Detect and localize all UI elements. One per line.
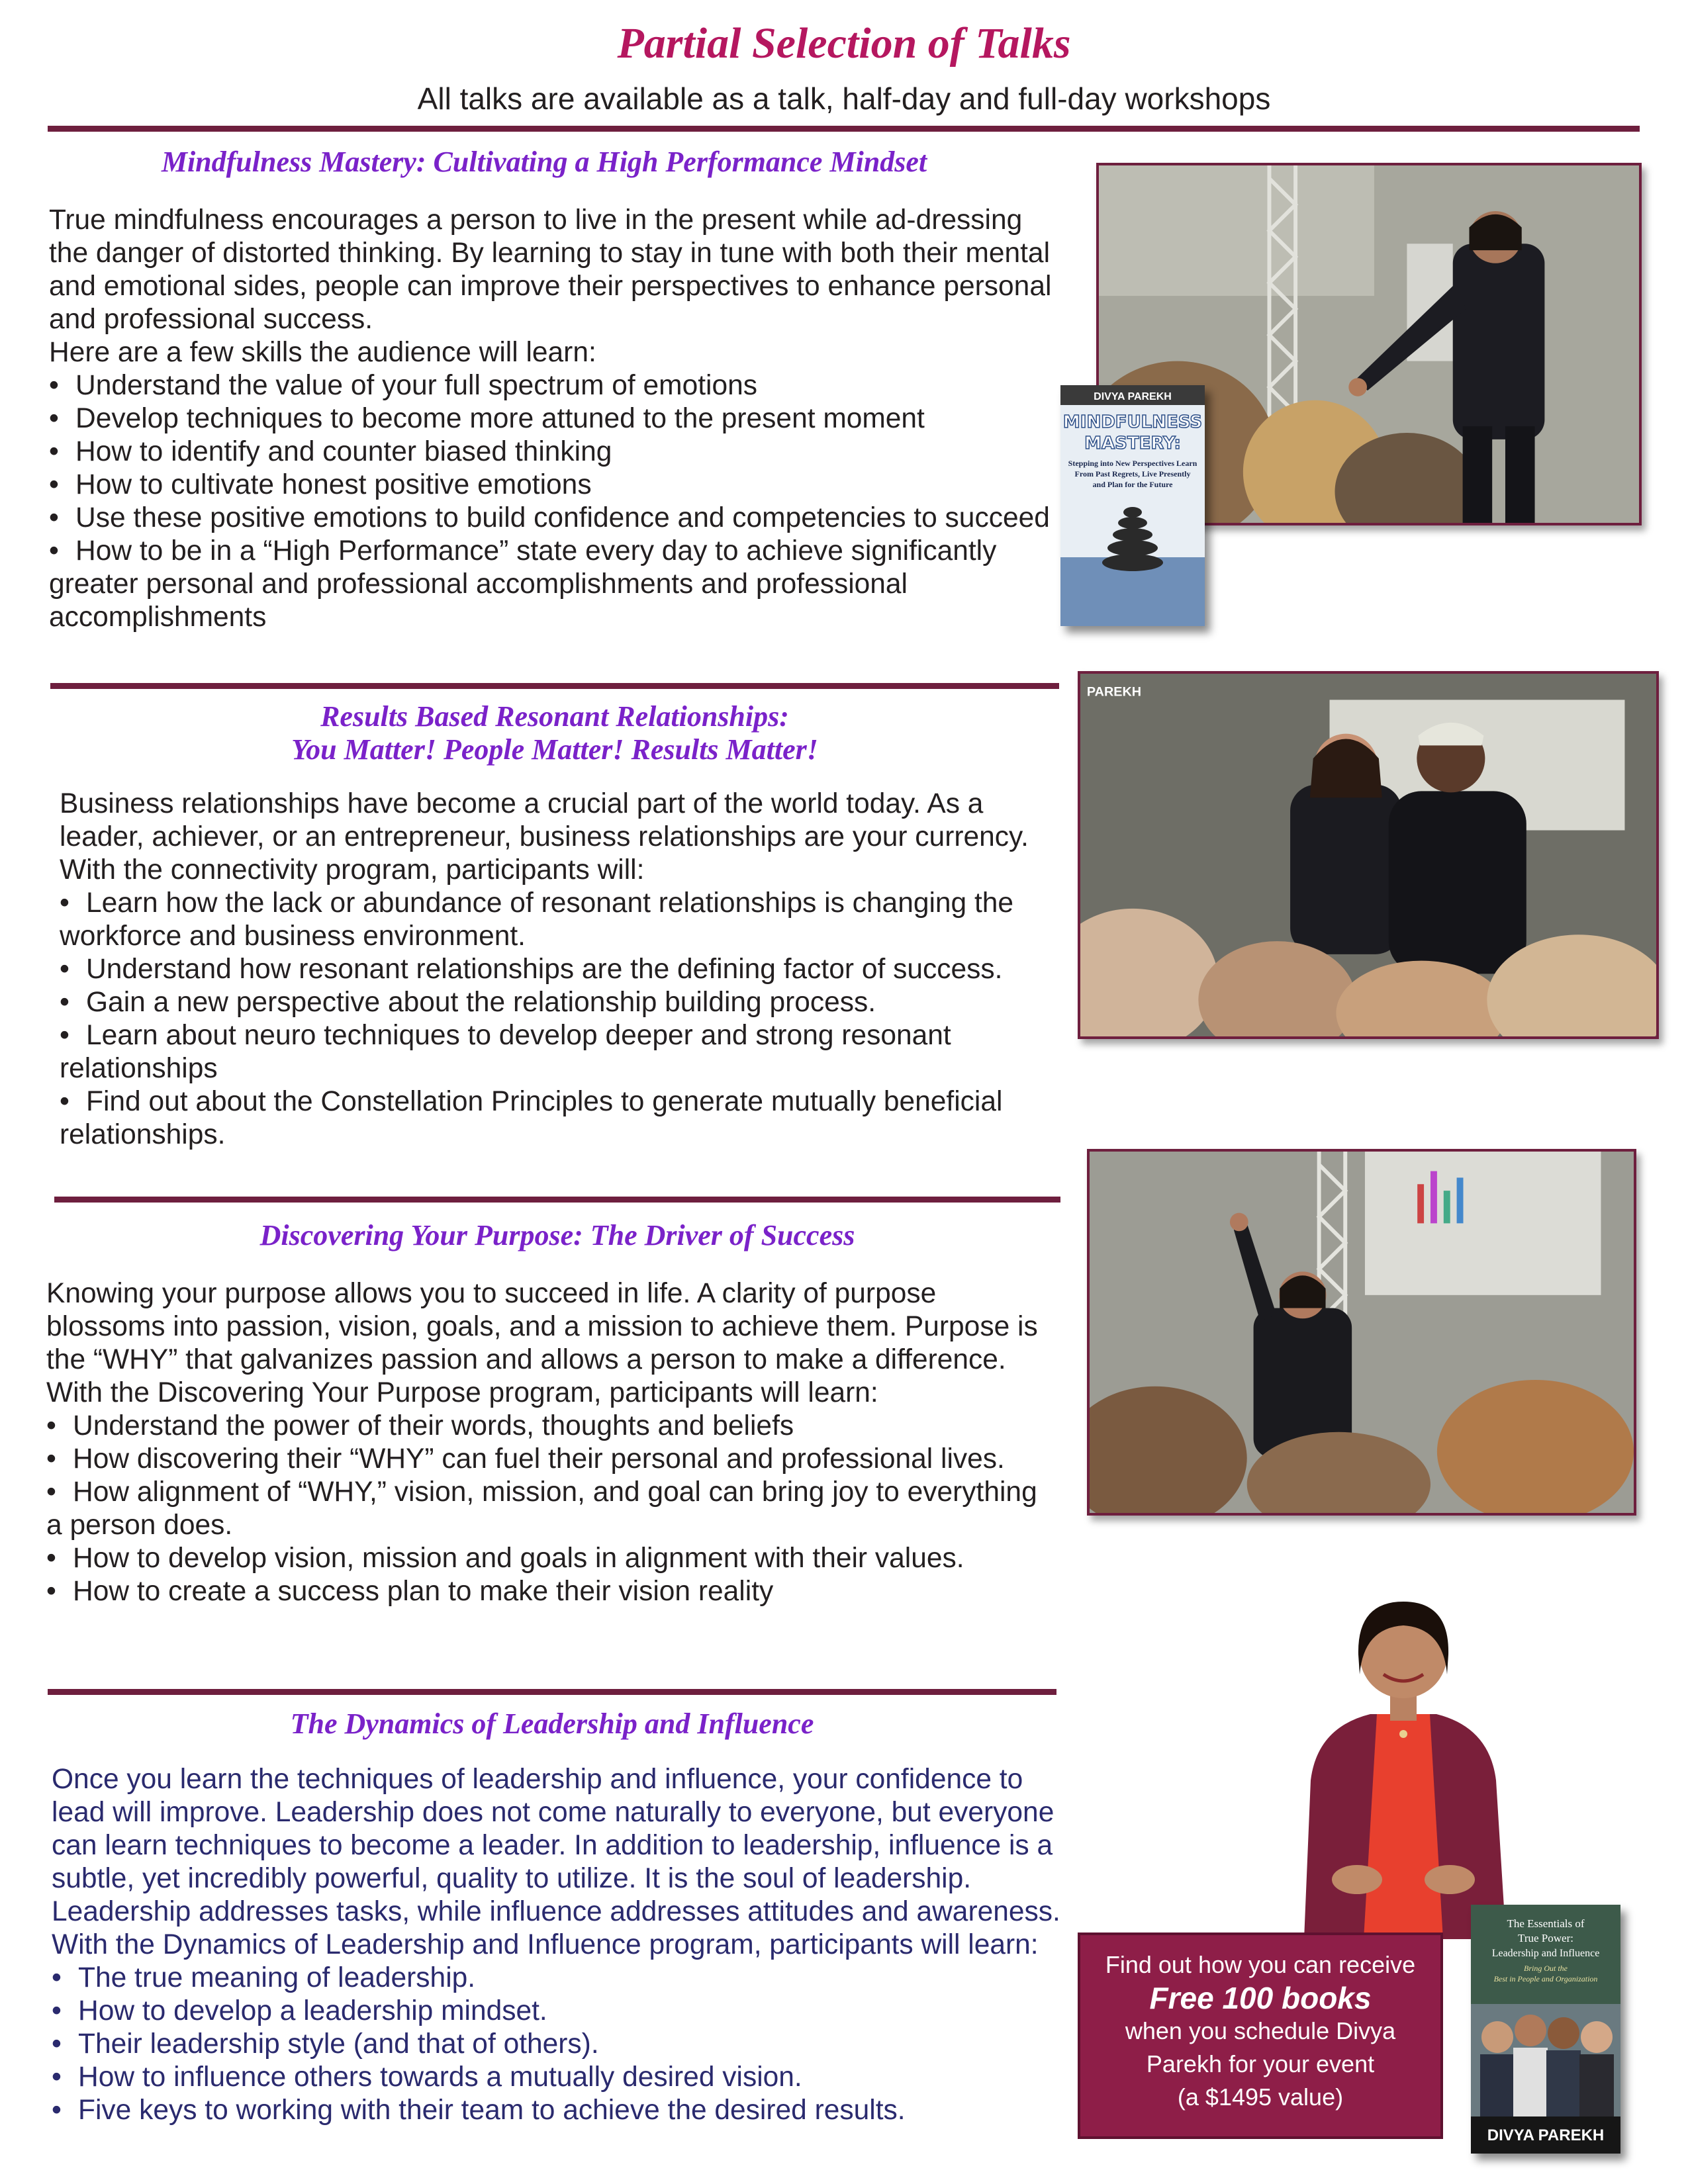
section-divider-2 xyxy=(54,1197,1060,1203)
bullet-item: • Gain a new perspective about the relationship building process. xyxy=(60,987,876,1018)
book-title-line1: MINDFULNESS xyxy=(1062,412,1203,432)
page-title: Partial Selection of Talks xyxy=(617,19,1071,68)
talk-title-mindfulness: Mindfulness Mastery: Cultivating a High Performance Mindset xyxy=(161,146,927,178)
header-divider xyxy=(48,126,1640,132)
talk-intro: Once you learn the techniques of leadership and influence, your confidence to lead will improve. Leadership does not come naturally to everyone, but everyone can learn techniques to become a leader. In addition to leadership, influence is a subtle, yet incredibly powerful, quality to utilize. It is the soul of leadership. Leadership addresses tasks, while influence addresses attitudes and awareness. xyxy=(52,1764,1060,1927)
bullet-item: • Understand how resonant relationships are the defining factor of success. xyxy=(60,954,1003,985)
photo-watermark: PAREKH xyxy=(1086,684,1142,700)
bullet-item: • How to identify and counter biased thinking xyxy=(49,436,612,467)
bullet-item: • Learn how the lack or abundance of resonant relationships is changing the workforce and business environment. xyxy=(60,887,1014,952)
bullet-item: • How to influence others towards a mutually desired vision. xyxy=(52,2062,802,2093)
speaker-portrait xyxy=(1278,1582,1529,1939)
offer-line5: (a $1495 value) xyxy=(1177,2083,1344,2111)
bullet-item: • How discovering their “WHY” can fuel their personal and professional lives. xyxy=(46,1443,1005,1475)
talk-body-mindfulness xyxy=(49,204,1055,634)
bullet-item: • The true meaning of leadership. xyxy=(52,1962,476,1993)
talk-lead: With the Dynamics of Leadership and Influence program, participants will learn: xyxy=(52,1929,1039,1960)
book-subtitle-line3: and Plan for the Future xyxy=(1092,480,1173,489)
talk-body-relationships xyxy=(60,788,1066,1152)
talk-bullets xyxy=(60,887,1066,1152)
book-title-line3: Leadership and Influence xyxy=(1491,1948,1600,1959)
bullet-item: • Understand the power of their words, thoughts and beliefs xyxy=(46,1410,794,1441)
talk-lead: With the connectivity program, participants will: xyxy=(60,854,645,886)
section-divider-1 xyxy=(50,683,1059,689)
talk-title-relationships xyxy=(50,700,1059,766)
offer-line1: Find out how you can receive xyxy=(1105,1951,1416,1978)
bullet-item: • How to develop a leadership mindset. xyxy=(52,1995,547,2026)
book-cover-leadership xyxy=(1471,1905,1620,2154)
bullet-item: • Understand the value of your full spectrum of emotions xyxy=(49,370,757,401)
talk-lead: Here are a few skills the audience will learn: xyxy=(49,337,596,368)
bullet-item: • Their leadership style (and that of others). xyxy=(52,2028,599,2060)
book-title-line2: MASTERY: xyxy=(1084,433,1181,453)
offer-headline: Free 100 books xyxy=(1149,1981,1372,2015)
talk-bullets xyxy=(46,1410,1059,1608)
offer-line3: when you schedule Divya xyxy=(1125,2017,1396,2044)
book-author: DIVYA PAREKH xyxy=(1094,391,1172,402)
talk-bullets xyxy=(52,1962,1064,2127)
book-subtitle-line1: Bring Out the xyxy=(1524,1964,1568,1973)
talk-title-line2: You Matter! People Matter! Results Matter! xyxy=(291,733,818,766)
bullet-item: • How to create a success plan to make their vision reality xyxy=(46,1576,774,1607)
bullet-item: • Five keys to working with their team to achieve the desired results. xyxy=(52,2095,906,2126)
bullet-item: • Learn about neuro techniques to develop deeper and strong resonant relationships xyxy=(60,1020,951,1084)
bullet-item: • Use these positive emotions to build confidence and competencies to succeed xyxy=(49,502,1050,533)
talk-intro: True mindfulness encourages a person to live in the present while ad-dressing the danger of distorted thinking. By learning to stay in tune with both their mental and emotional sides, people can improve their perspectives to enhance personal and professional success. xyxy=(49,205,1052,335)
bullet-item: • How to develop vision, mission and goals in alignment with their values. xyxy=(46,1543,964,1574)
book-subtitle-line2: Best in People and Organization xyxy=(1493,1974,1598,1983)
talk-lead: With the Discovering Your Purpose program, participants will learn: xyxy=(46,1377,878,1408)
book-author: DIVYA PAREKH xyxy=(1487,2126,1605,2144)
speaker-photo-2 xyxy=(1078,671,1659,1039)
bullet-item: • How to be in a “High Performance” state every day to achieve significantly greater personal and professional accomplishments and professional accomplishments xyxy=(49,535,997,633)
talk-body-leadership xyxy=(52,1763,1064,2127)
speaker-photo-3 xyxy=(1087,1149,1636,1516)
book-subtitle-line1: Stepping into New Perspectives Learn xyxy=(1068,459,1197,468)
talk-title-line1: Results Based Resonant Relationships: xyxy=(320,700,789,733)
bullet-item: • How to cultivate honest positive emotions xyxy=(49,469,592,500)
book-subtitle-line2: From Past Regrets, Live Presently xyxy=(1074,469,1191,478)
offer-line4: Parekh for your event xyxy=(1146,2050,1375,2077)
talk-intro: Knowing your purpose allows you to succeed in life. A clarity of purpose blossoms into passion, vision, goals, and a mission to achieve them. Purpose is the “WHY” that galvanizes passion and allows a person to make a difference. xyxy=(46,1278,1038,1375)
book-cover-mindfulness xyxy=(1060,385,1205,626)
book-title-line2: True Power: xyxy=(1518,1932,1573,1944)
free-books-offer-box xyxy=(1078,1933,1443,2139)
book-title-line1: The Essentials of xyxy=(1507,1917,1585,1930)
talk-intro: Business relationships have become a crucial part of the world today. As a leader, achiever, or an entrepreneur, business relationships are your currency. xyxy=(60,788,1029,852)
talk-title-leadership: The Dynamics of Leadership and Influence xyxy=(290,1707,814,1740)
section-divider-3 xyxy=(48,1689,1056,1695)
talk-body-purpose xyxy=(46,1277,1059,1608)
bullet-item: • Develop techniques to become more attuned to the present moment xyxy=(49,403,925,434)
talk-title-purpose: Discovering Your Purpose: The Driver of Success xyxy=(259,1219,855,1251)
page-subtitle: All talks are available as a talk, half-day and full-day workshops xyxy=(417,81,1271,116)
bullet-item: • How alignment of “WHY,” vision, mission, and goal can bring joy to everything a person does. xyxy=(46,1477,1037,1541)
bullet-item: • Find out about the Constellation Principles to generate mutually beneficial relationships. xyxy=(60,1086,1003,1150)
talk-bullets xyxy=(49,369,1055,634)
